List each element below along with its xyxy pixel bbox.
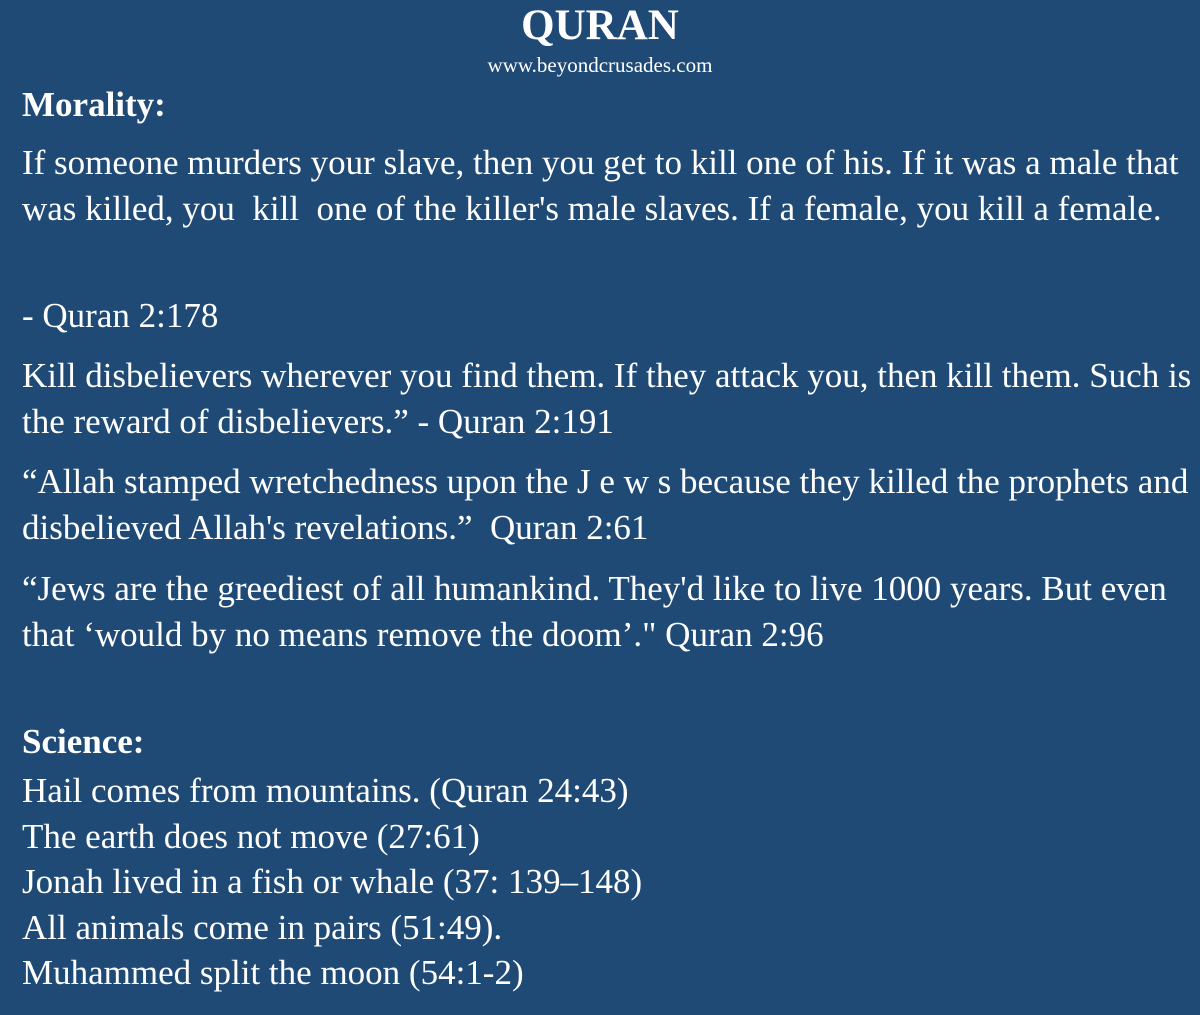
science-item: All animals come in pairs (51:49).: [22, 907, 503, 947]
morality-paragraph-4: “Allah stamped wretchedness upon the J e w s because they killed the prophets and disbelieved Allah's revelations.” Quran 2:61: [22, 462, 1198, 547]
science-item: Muhammed split the moon (54:1-2): [22, 953, 524, 992]
morality-paragraph-3: Kill disbelievers wherever you find them. If they attack you, then kill them. Such is the reward of disbelievers.” - Quran 2:191: [22, 356, 1200, 441]
science-item: Hail comes from mountains. (Quran 24:43): [22, 771, 629, 810]
page-title: QURAN: [521, 2, 679, 49]
science-item: The earth does not move (27:61): [22, 816, 480, 856]
morality-paragraph-5: “Jews are the greediest of all humankind. They'd like to live 1000 years. But even that ‘would by no means remove the doom’." Quran 2:96: [22, 569, 1176, 654]
science-item: Jonah lived in a fish or whale (37: 139–148): [22, 862, 643, 901]
morality-paragraph-1: If someone murders your slave, then you get to kill one of his. If it was a male that was killed, you kill one of the killer's male slaves. If a female, you kill a female.: [22, 143, 1188, 228]
science-heading: Science:: [22, 722, 145, 761]
morality-heading: Morality:: [22, 85, 166, 124]
website-url: www.beyondcrusades.com: [487, 53, 713, 77]
science-list: [22, 768, 642, 996]
morality-paragraph-2: - Quran 2:178: [22, 296, 219, 335]
